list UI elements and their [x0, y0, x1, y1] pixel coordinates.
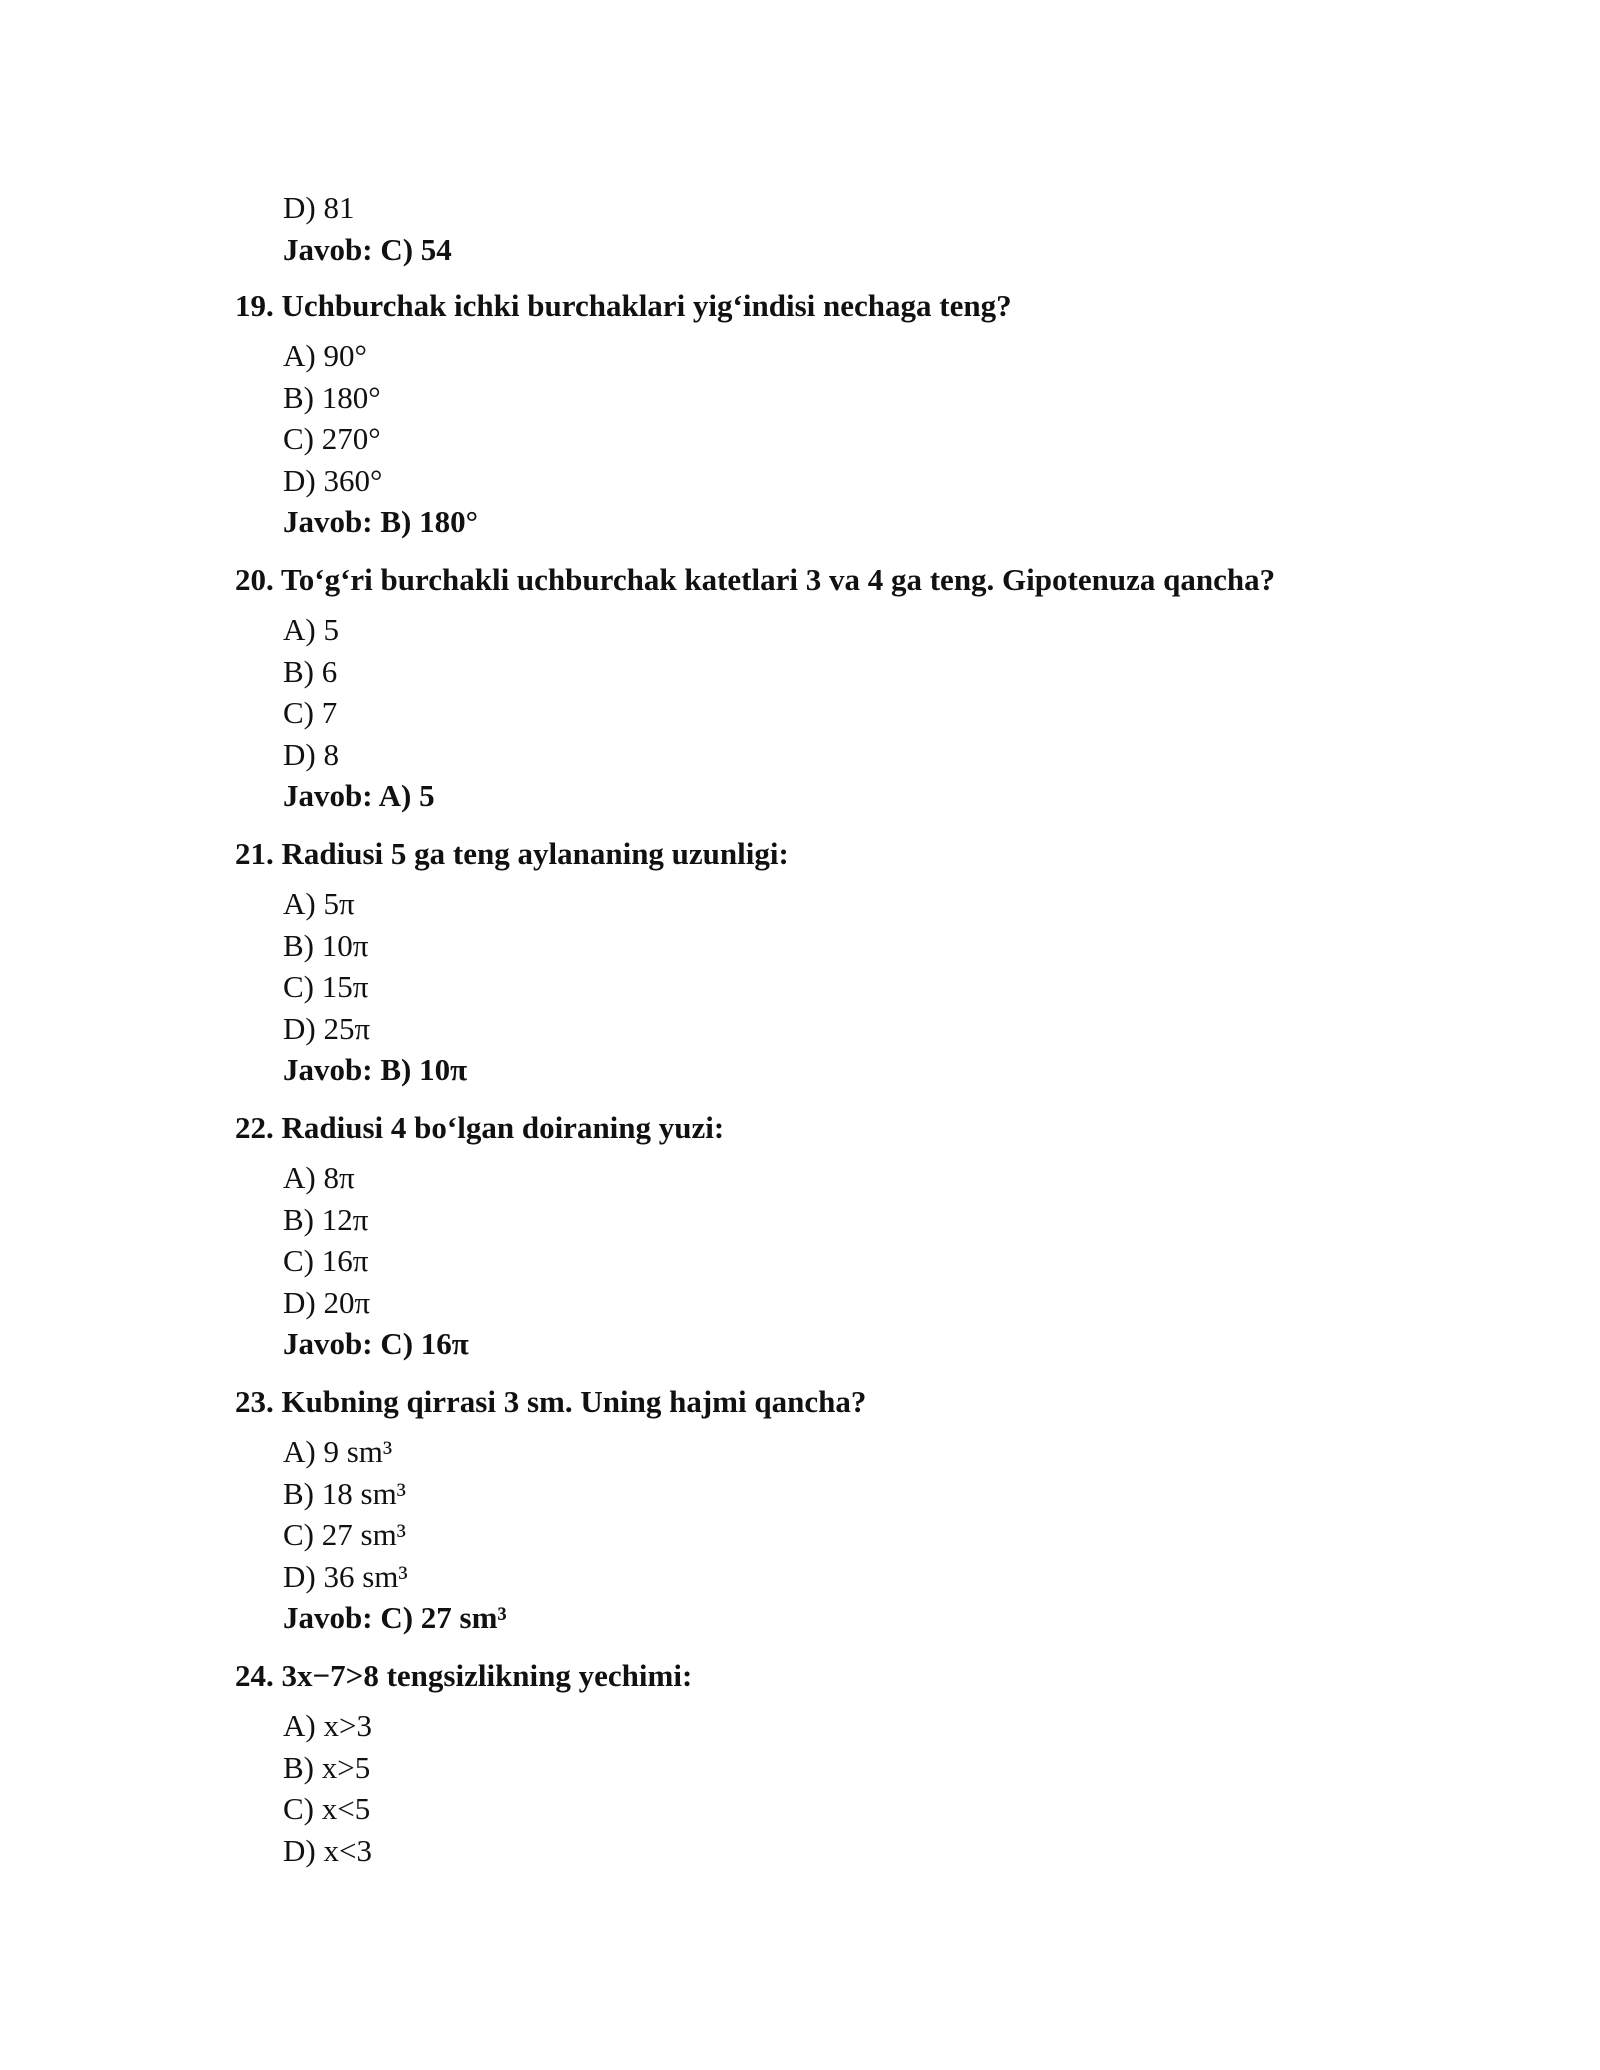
option-c: C) 270°	[283, 421, 381, 456]
question-title: 21. Radiusi 5 ga teng aylananing uzunligi:	[235, 836, 789, 871]
answer-line: Javob: C) 16π	[283, 1326, 469, 1361]
question-options	[283, 1705, 692, 1871]
option-a: A) 9 sm³	[283, 1434, 393, 1469]
option-a: A) 8π	[283, 1160, 355, 1195]
question-22	[235, 1108, 724, 1365]
answer-line: Javob: C) 54	[283, 231, 452, 267]
question-23	[235, 1382, 866, 1639]
option-b: B) x>5	[283, 1749, 371, 1785]
question-21	[235, 834, 789, 1091]
option-b: B) 180°	[283, 379, 381, 415]
option-a: A) 90°	[283, 338, 367, 373]
question-title: 23. Kubning qirrasi 3 sm. Uning hajmi qancha?	[235, 1384, 867, 1419]
option-d: D) 25π	[283, 1010, 371, 1046]
question-19	[235, 286, 1012, 543]
option-c: C) x<5	[283, 1791, 371, 1826]
answer-line: Javob: B) 180°	[283, 504, 478, 539]
question-title: 22. Radiusi 4 bo‘lgan doiraning yuzi:	[235, 1110, 725, 1145]
option-b: B) 18 sm³	[283, 1475, 406, 1511]
answer-line: Javob: C) 27 sm³	[283, 1600, 507, 1635]
question-options	[283, 883, 789, 1091]
option-a: A) 5π	[283, 886, 355, 921]
question-20	[235, 560, 1275, 817]
option-c: C) 27 sm³	[283, 1517, 406, 1552]
option-b: B) 6	[283, 653, 338, 689]
question-title: 19. Uchburchak ichki burchaklari yig‘indisi nechaga teng?	[235, 288, 1012, 323]
answer-line: Javob: B) 10π	[283, 1052, 468, 1087]
option-d: D) 360°	[283, 462, 383, 498]
continued-question	[283, 187, 452, 270]
question-24	[235, 1656, 692, 1871]
answer-line: Javob: A) 5	[283, 778, 435, 813]
option-c: C) 16π	[283, 1243, 369, 1278]
option-d: D) x<3	[283, 1832, 372, 1868]
option-d: D) 36 sm³	[283, 1558, 408, 1594]
option-c: C) 7	[283, 695, 338, 730]
question-title: 24. 3x−7>8 tengsizlikning yechimi:	[235, 1658, 693, 1693]
question-options	[283, 1431, 866, 1639]
option-b: B) 12π	[283, 1201, 369, 1237]
option-d: D) 8	[283, 736, 339, 772]
option-b: B) 10π	[283, 927, 369, 963]
option-c: C) 15π	[283, 969, 369, 1004]
option-d: D) 20π	[283, 1284, 371, 1320]
question-title: 20. To‘g‘ri burchakli uchburchak katetlari 3 va 4 ga teng. Gipotenuza qancha?	[235, 562, 1276, 597]
question-options	[283, 1157, 724, 1365]
option-a: A) x>3	[283, 1708, 372, 1743]
option: D) 81	[283, 190, 355, 225]
option-a: A) 5	[283, 612, 339, 647]
question-options	[283, 609, 1275, 817]
question-options	[283, 335, 1012, 543]
